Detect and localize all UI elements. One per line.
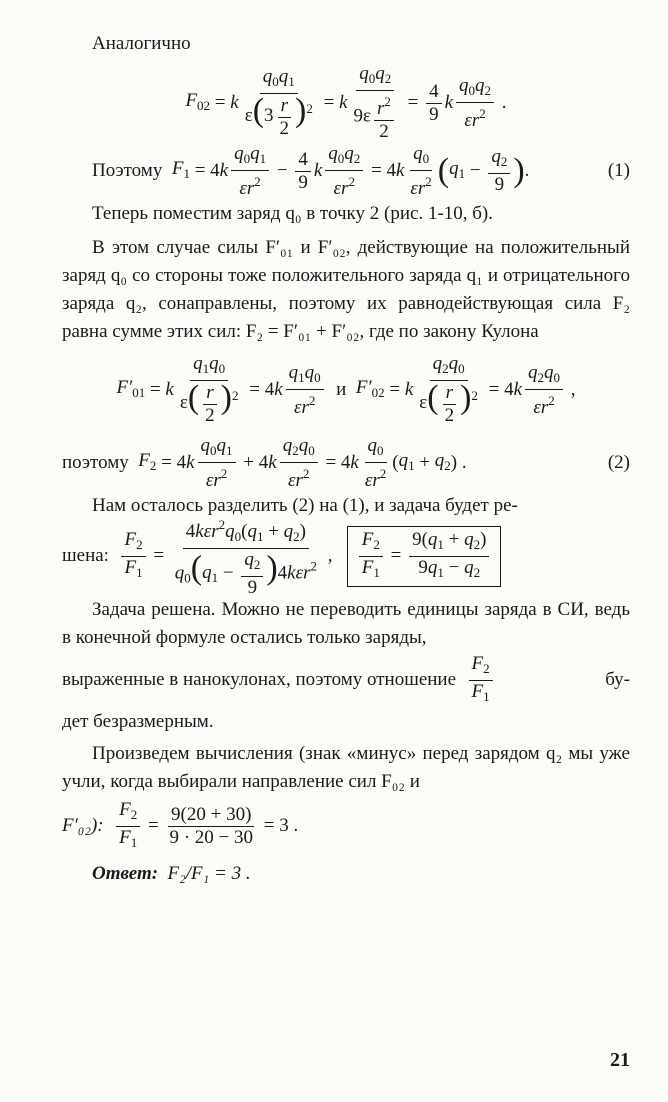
forces-paragraph: В этом случае силы F′₀₁ и F′₀₂, действующие на положительный заряд q₀ со стороны тоже положительного заряда q₁ и отрицательного заряда q₂, сонаправлены, поэтому их равнодействующая сила F₂ равна сумме этих сил: F₂ = F′₀₁ + F′₀₂, где по закону Кулона — [62, 237, 630, 342]
formula-f02: $F_{02}$ = k $q_0q_1$ ε(3 $\frac{r}{2}$ )$^2$ = k $q_0q_2$ 9ε $\frac{r^2}{2}$ = $\frac{4}{9}$ k $\frac{q_0q_2}{\varepsilon r^2}$ . — [185, 63, 507, 142]
therefore-label: Поэтому — [92, 160, 163, 181]
answer-label: Ответ: — [92, 863, 159, 884]
formula-ratio: шена: $\frac{F_2}{F_1}$ = $4k\varepsilon r^2q_0(q_1 + q_2)$ $q_0(q_1$ − $\frac{q_2}{9}$ )4kεr$^2$ , $\frac{F_2}{F_1}$ = $\frac{9(q_1 + q_2)}{9q_1 - q_2}$ — [62, 520, 630, 592]
point2-sentence: Теперь поместим заряд q₀ в точку 2 (рис. 1-10, б). — [92, 203, 494, 224]
formula-f2: поэтому $F_2$ = 4 k $\frac{q_0q_1}{\varepsilon r^2}$ + 4 k $\frac{q_2q_0}{\varepsilon r^2}$ = 4 k $\frac{q_0}{\varepsilon r^2}$ ( $q_1$ + $q_2$ ) . (2) — [62, 434, 630, 491]
compute-paragraph: Произведем вычисления (знак «минус» перед зарядом q₂ мы уже учли, когда выбирали направление сил F₀₂ и — [62, 743, 630, 792]
dimensionless-line: выраженные в нанокулонах, поэтому отношение $\frac{F_2}{F_1}$ бу- — [62, 652, 630, 704]
shena-word: шена: — [62, 545, 109, 566]
page-content — [62, 30, 630, 888]
calc-numerator: 9(20 + 30) — [168, 804, 254, 827]
calc-result: = 3 . — [263, 815, 299, 836]
calc-denominator: 9 · 20 − 30 — [169, 826, 254, 848]
equation-number-2: (2) — [607, 452, 630, 473]
therefore-label-2: поэтому — [62, 452, 129, 473]
and-word: и — [336, 379, 347, 400]
boxed-result: $\frac{F_2}{F_1}$ = $\frac{9(q_1 + q_2)}{9q_1 - q_2}$ — [347, 526, 502, 587]
equation-number-1: (1) — [607, 160, 630, 181]
answer-line — [62, 860, 630, 888]
solved-paragraph: Задача решена. Можно не переводить единицы заряда в СИ, ведь в конечной формуле остались только заряды, — [62, 599, 630, 648]
dimensionless-end: дет безразмерным. — [62, 711, 214, 732]
analogously-line: Аналогично — [92, 33, 191, 54]
formula-f1: Поэтому $F_1$ = 4 k $\frac{q_0q_1}{\varepsilon r^2}$ − $\frac{4}{9}$ k $\frac{q_0q_2}{\varepsilon r^2}$ = 4 k $\frac{q_0}{\varepsilon r^2}$ ( $q_1$ − $\frac{q_2}{9}$ ) . (1) — [92, 142, 630, 199]
page-number: 21 — [610, 1049, 630, 1071]
calc-lead: F′₀₂): — [62, 815, 104, 836]
formula-coulomb: $F'_{01}$ = k $q_1q_0$ ε( $\frac{r}{2}$ )$^2$ = 4 k $\frac{q_1q_0}{\varepsilon r^2}$ и $F'_{02}$ = k $q_2q_0$ ε( $\frac{r}{2}$ )$^2$ = 4 k $\frac{q_2q_0}{\varepsilon r^2}$ , — [116, 353, 576, 426]
answer-value: F₂/F₁ = 3 . — [167, 863, 251, 884]
dimensionless-after: бу- — [605, 669, 630, 690]
calc-line: F′₀₂): $\frac{F_2}{F_1}$ = $\frac{9(20 + 30)}{9 \cdot 20 - 30}$ = 3 . — [62, 798, 299, 850]
dimensionless-before: выраженные в нанокулонах, поэтому отношение — [62, 669, 457, 690]
divide-paragraph: Нам осталось разделить (2) на (1), и задача будет ре- — [92, 495, 518, 516]
